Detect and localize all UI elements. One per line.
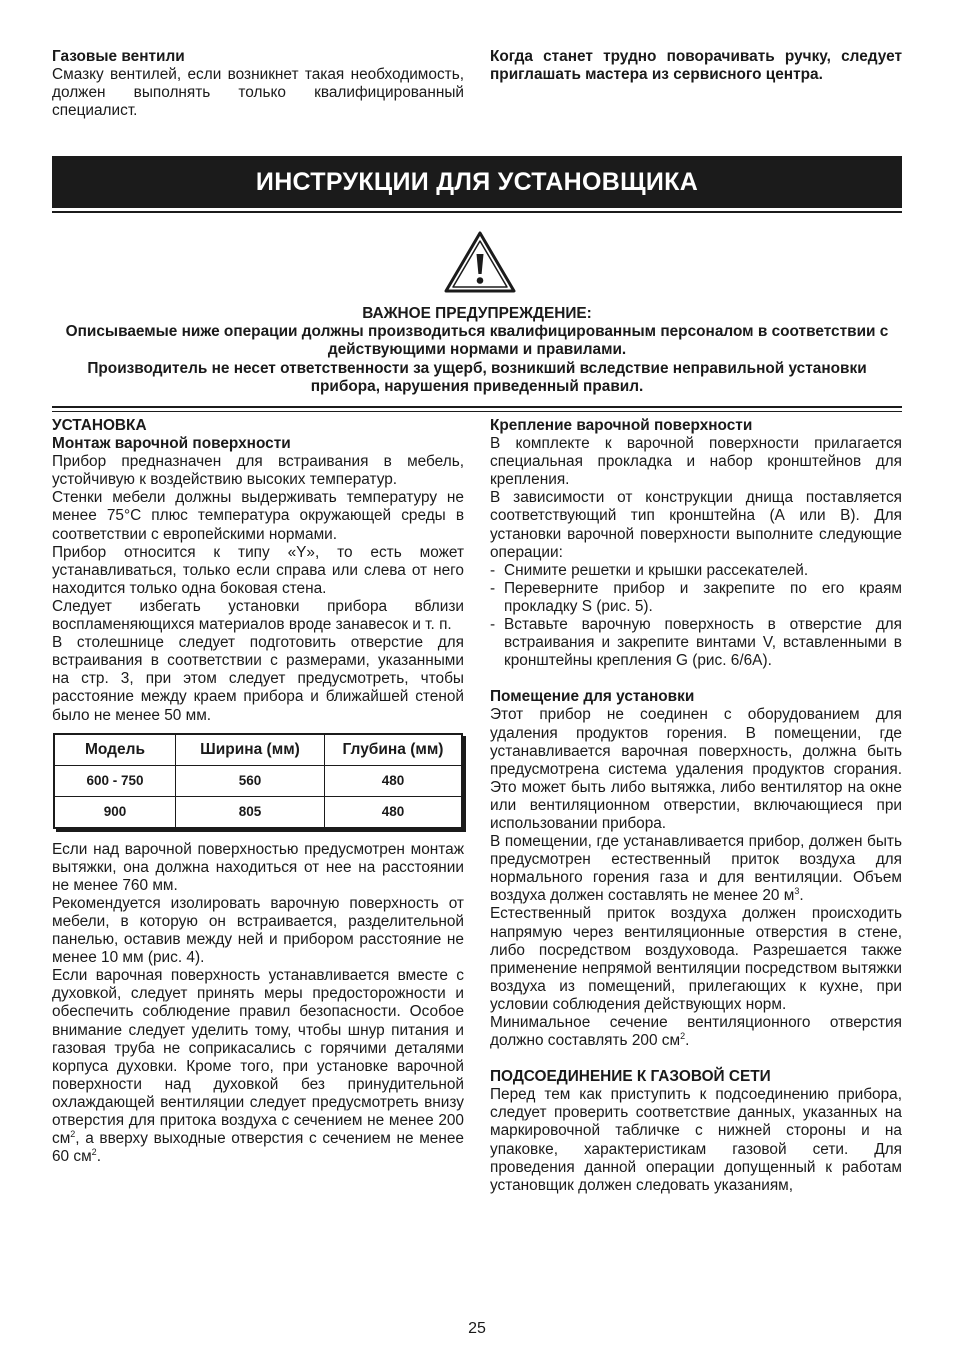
- mounting-subheading: Монтаж варочной поверхности: [52, 435, 291, 453]
- table-row: [54, 796, 462, 828]
- service-note: [490, 48, 902, 84]
- warning-divider-thin: [52, 411, 902, 412]
- service-note-text: Когда станет трудно поворачивать ручку, следует приглашать мастера из сервисного центра.: [490, 48, 902, 84]
- paragraph: Прибор предназначен для встраивания в мебель, устойчивую к воздействию высоких температур.: [52, 453, 464, 489]
- list-item: - Снимите решетки и крышки рассекателей.: [490, 562, 902, 580]
- paragraph: Рекомендуется изолировать варочную поверхность от мебели, в которую он встраивается, разделительной панелью, оставив между ней и прибором расстояние не менее 10 мм (рис. 4).: [52, 894, 464, 967]
- table-cell-width: 805: [176, 796, 325, 828]
- paragraph: В помещении, где устанавливается прибор, должен быть предусмотрен естественный приток воздуха для нормального горения газа и для вентиляции. Объем воздуха должен составлять не менее 20 $м^3$.: [490, 833, 902, 905]
- paragraph: Следует избегать установки прибора вблизи воспламеняющихся материалов вроде занавесок и т. п.: [52, 597, 464, 634]
- paragraph: Прибор относится к типу «Y», то есть может устанавливаться, только если справа или слева от него находится только одна боковая стена.: [52, 543, 464, 597]
- table-cell-depth: 480: [325, 765, 463, 796]
- list-item: - Вставьте варочную поверхность в отверстие для встраивания и закрепите винтами V, вставленными в кронштейны крепления G (рис. 6/6А).: [490, 616, 902, 670]
- gas-valves-heading: Газовые вентили: [52, 48, 185, 65]
- banner-title: ИНСТРУКЦИИ ДЛЯ УСТАНОВЩИКА: [255, 167, 699, 196]
- installation-heading: УСТАНОВКА: [52, 417, 147, 434]
- paragraph: Если варочная поверхность устанавливается вместе с духовкой, следует принять меры предосторожности и обеспечить соблюдение правил безопасности. Особое внимание следует уделить тому, чтобы шнур питания и газовая труба не соприкасались с горячими деталями корпуса духовки. Кроме того, при установке варочной поверхности над духовкой без принудительной охлаждающей вентиляции следует предусмотреть внизу отверстия для притока воздуха с сечением не менее 200 $см^2$, а вверху выходные отверстия с сечением не менее 60 $см^2$.: [52, 967, 464, 1166]
- paragraph: Если над варочной поверхностью предусмотрен монтаж вытяжки, она должна находиться от нее на расстоянии не менее 760 мм.: [52, 840, 464, 894]
- important-warning: [52, 305, 902, 396]
- dimensions-table: [53, 733, 463, 829]
- left-column: [52, 417, 464, 1166]
- warning-title: ВАЖНОЕ ПРЕДУПРЕЖДЕНИЕ:: [362, 305, 592, 322]
- paragraph: В комплекте к варочной поверхности прилагается специальная прокладка и набор кронштейнов для крепления.: [490, 435, 902, 489]
- right-column: [490, 417, 902, 1195]
- warning-line-1: Описываемые ниже операции должны производиться квалифицированным персоналом в соответствии с действующими нормами и правилами.: [65, 323, 889, 359]
- warning-divider: [52, 406, 902, 408]
- paragraph: В столешнице следует подготовить отверстие для встраивания в соответствии с размерами, указанными на стр. 3, при этом следует предусмотреть, чтобы расстояние между краем прибора и ближайшей стеной было не менее 50 мм.: [52, 634, 464, 724]
- gas-connection-heading: ПОДСОЕДИНЕНИЕ К ГАЗОВОЙ СЕТИ: [490, 1068, 771, 1086]
- table-cell-model: 900: [54, 796, 176, 828]
- paragraph: Естественный приток воздуха должен происходить напрямую через вентиляционные отверстия в стене, либо посредством воздуховода. Разрешается также применение непрямой вентиляции посредством вытяжки воздуха из помещений, прилегающих к кухне, при условии соблюдения действующих норм.: [490, 905, 902, 1013]
- paragraph: В зависимости от конструкции днища поставляется соответствующий тип кронштейна (А или В). Для установки варочной поверхности выполните следующие операции:: [490, 489, 902, 561]
- table-cell-depth: 480: [325, 796, 463, 828]
- mounting-fixing-heading: Крепление варочной поверхности: [490, 417, 753, 434]
- paragraph: Этот прибор не соединен с оборудованием для удаления продуктов горения. В помещении, где устанавливается варочная поверхность, должна быть предусмотрена система удаления продуктов сгорания. Это может быть либо вытяжка, либо вентилятор на окне или вентиляционном отверстии, включающиеся при использовании прибора.: [490, 706, 902, 832]
- table-header-row: [54, 734, 462, 766]
- paragraph: Стенки мебели должны выдерживать температуру не менее 75°С плюс температура окружающей среды в соответствии с европейскими нормами.: [52, 489, 464, 543]
- table-cell-width: 560: [176, 765, 325, 796]
- paragraph: Перед тем как приступить к подсоединению прибора, следует проверить соответствие данных, указанных на маркировочной табличке с нижней стороны и на упаковке, характеристикам газовой сети. Для проведения данной операции допущенный к работам установщик должен следовать указаниям,: [490, 1086, 902, 1194]
- column-header-model: Модель: [54, 734, 176, 766]
- room-heading: Помещение для установки: [490, 688, 695, 706]
- section-banner: [52, 156, 902, 208]
- page-number: 25: [468, 1320, 486, 1337]
- gas-valves-text: Смазку вентилей, если возникнет такая необходимость, должен выполнять только квалифицированный специалист.: [52, 66, 464, 120]
- column-header-depth: Глубина (мм): [325, 734, 463, 766]
- steps-list: [490, 562, 902, 671]
- column-header-width: Ширина (мм): [176, 734, 325, 766]
- list-item: - Переверните прибор и закрепите по его краям прокладку S (рис. 5).: [490, 580, 902, 616]
- banner-divider: [52, 211, 902, 213]
- gas-valves-section: [52, 48, 464, 120]
- warning-line-2: Производитель не несет ответственности за ущерб, возникший вследствие неправильной установки прибора, нарушения приведенный правил.: [87, 359, 867, 395]
- paragraph: Минимальное сечение вентиляционного отверстия должно составлять 200 $см^2$.: [490, 1014, 902, 1050]
- table-row: [54, 765, 462, 796]
- warning-triangle-icon: [444, 230, 516, 294]
- table-cell-model: 600 - 750: [54, 765, 176, 796]
